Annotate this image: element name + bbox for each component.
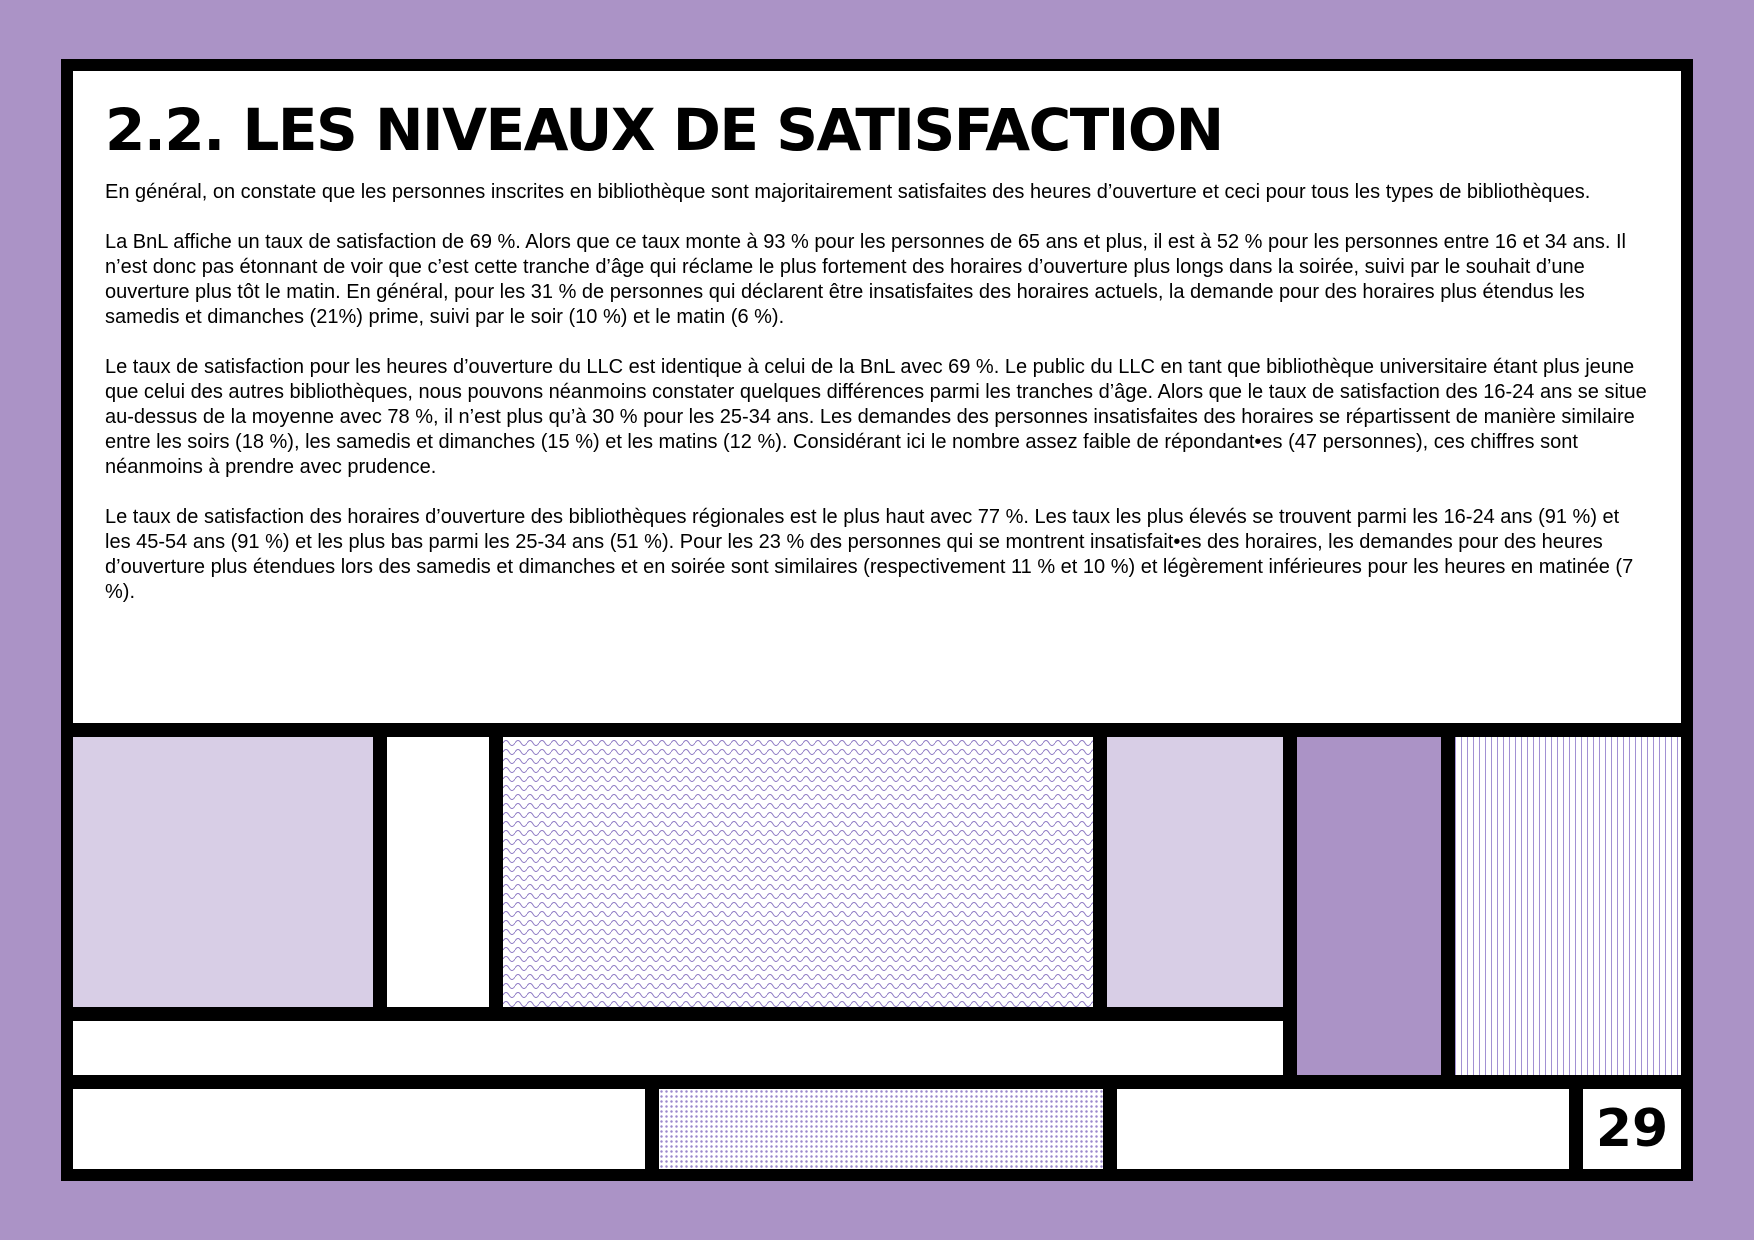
decor-block-wave-pattern — [503, 737, 1093, 1007]
text-panel — [73, 71, 1681, 723]
decor-block-lilac-1 — [73, 737, 373, 1007]
decor-block-dot-pattern — [659, 1089, 1103, 1169]
page-number: 29 — [1583, 1089, 1681, 1169]
page-frame — [61, 59, 1693, 1181]
decor-block-white-2 — [73, 1021, 1283, 1075]
paragraph-4: Le taux de satisfaction des horaires d’ouverture des bibliothèques régionales est le plus haut avec 77 %. Les taux les plus élevés se trouvent parmi les 16-24 ans (91 %) et les 45-54 ans (91 %) et les plus bas parmi les 25-34 ans (51 %). Pour les 23 % des personnes qui se montrent insatisfait•es des horaires, les demandes pour des heures d’ouverture plus étendues lors des samedis et dimanches et en soirée sont similaires (respectivement 11 % et 10 %) et légèrement inférieures pour les heures en matinée (7 %). — [105, 505, 1634, 603]
decor-block-white-4 — [1117, 1089, 1569, 1169]
decor-block-stripes — [1455, 737, 1681, 1075]
decor-block-lilac-2 — [1107, 737, 1283, 1007]
paragraph-3: Le taux de satisfaction pour les heures d’ouverture du LLC est identique à celui de la BnL avec 69 %. Le public du LLC en tant que bibliothèque universitaire étant plus jeune que celui des autres bibliothèques, nous pouvons néanmoins constater quelques différences parmi les tranches d’âge. Alors que le taux de satisfaction des 16-24 ans se situe au-dessus de la moyenne avec 78 %, il n’est plus qu’à 30 % pour les 25-34 ans. Les demandes des personnes insatisfaites des horaires se répartissent de manière similaire entre les soirs (18 %), les samedis et dimanches (15 %) et les matins (12 %). Considérant ici le nombre assez faible de répondant•es (47 personnes), ces chiffres sont néanmoins à prendre avec prudence. — [105, 355, 1647, 478]
decor-block-white-1 — [387, 737, 489, 1007]
paragraph-1: En général, on constate que les personnes inscrites en bibliothèque sont majoritairement satisfaites des heures d’ouverture et ceci pour tous les types de bibliothèques. — [105, 180, 1591, 203]
decor-block-purple — [1297, 737, 1441, 1075]
decor-block-white-3 — [73, 1089, 645, 1169]
paragraph-2: La BnL affiche un taux de satisfaction de 69 %. Alors que ce taux monte à 93 % pour les personnes de 65 ans et plus, il est à 52 % pour les personnes entre 16 et 34 ans. Il n’est donc pas étonnant de voir que c’est cette tranche d’âge qui réclame le plus fortement des horaires d’ouverture plus longs dans la soirée, suivi par le souhait d’une ouverture plus tôt le matin. En général, pour les 31 % de personnes qui déclarent être insatisfaites des horaires actuels, la demande pour des horaires plus étendus les samedis et dimanches (21%) prime, suivi par le soir (10 %) et le matin (6 %). — [105, 230, 1626, 328]
section-title: 2.2. LES NIVEAUX DE SATISFACTION — [105, 96, 1223, 164]
